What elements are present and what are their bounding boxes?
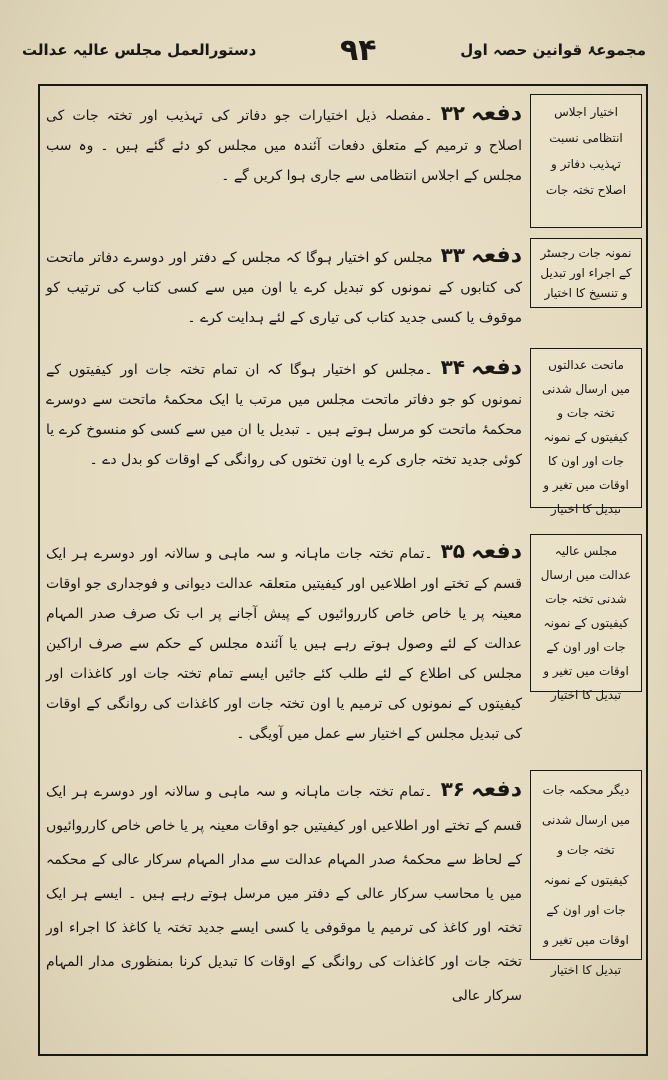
dafa-label: دفعہ	[470, 539, 522, 564]
side-note-35: مجلس عالیہ عدالت میں ارسال شدنی تختہ جات کیفیتوں کے نمونہ جات اور اون کے اوقات میں تغیر و تبدیل کا اختیار	[530, 534, 642, 692]
section-32-text: ۔مفصلہ ذیل اختیارات جو دفاتر کی تہذیب اور تختہ جات کی اصلاح و ترمیم کے متعلق دفعات آئندہ میں مجلس کو دئے گئے ہیں ۔ وہ سب مجلس کے اجلاس انتظامی سے جاری ہوا کریں گے ۔	[46, 108, 522, 184]
dafa-label: دفعہ	[470, 101, 522, 126]
dafa-number: ۳۶	[440, 777, 465, 801]
dafa-number: ۳۳	[440, 243, 465, 267]
dafa-number: ۳۴	[440, 355, 465, 379]
dafa-label: دفعہ	[470, 777, 522, 802]
section-32	[40, 94, 646, 234]
side-note-33: نمونہ جات رجسٹر کے اجراء اور تبدیل و تنسیخ کا اختیار	[530, 238, 642, 308]
page-number: ۹۴	[340, 32, 377, 68]
side-note-34: ماتحت عدالتوں میں ارسال شدنی تختہ جات و کیفیتوں کے نمونہ جات اور اون کا اوقات میں تغیر و تبدیل کا اختیار	[530, 348, 642, 508]
section-36-body	[46, 772, 522, 1048]
dafa-label: دفعہ	[470, 355, 522, 380]
section-34-text: ۔مجلس کو اختیار ہوگا کہ ان تمام تختہ جات اور کیفیتوں کے نمونوں کو جو دفاتر ماتحت مجلس میں مرتب یا ایک محکمۂ ماتحت سے دوسرے محکمۂ ماتحت کو مرسل ہوتے ہیں ۔ تبدیل یا ان میں سے کسی کو منسوخ کرے یا کوئی جدید تختہ جاری کرے یا اون تختوں کی روانگی کے اوقات کو بدل دے ۔	[46, 362, 522, 468]
side-note-32: اختیار اجلاس انتظامی نسبت تہذیب دفاتر و اصلاح تختہ جات	[530, 94, 642, 228]
running-header	[22, 30, 646, 70]
section-35-body	[46, 536, 522, 742]
dafa-number: ۳۲	[440, 101, 465, 125]
header-chapter-title: دستورالعمل مجلس عالیہ عدالت	[22, 41, 257, 59]
content-frame	[38, 84, 648, 1056]
section-35-text: ۔تمام تختہ جات ماہانہ و سہ ماہی و سالانہ اور دوسرے ہر ایک قسم کے تختے اور اطلاعیں اور کیفیتیں متعلقہ عدالت دیوانی و فوجداری جو اوقات معینہ پر یا خاص خاص کارروائیوں کے پیش آجانے پر اب تک صرف صدر المہام عدالت کے لئے وصول ہوتے رہے ہیں یا آئندہ مجلس کے حکم سے صرف اراکین مجلس کی اطلاع کے لئے طلب کئے جائیں ایسے تمام تختہ جات اور کاغذات اور کیفیتوں کے نمونوں کی ترمیم یا اون تختہ جات اور کاغذات کی روانگی کے اوقات کی تبدیل مجلس کے اختیار سے عمل میں آویگی ۔	[46, 546, 522, 742]
header-book-title: مجموعۂ قوانین حصہ اول	[460, 41, 646, 59]
dafa-number: ۳۵	[440, 539, 465, 563]
section-34-body	[46, 352, 522, 528]
section-36	[40, 770, 646, 1050]
section-35	[40, 534, 646, 762]
section-32-body	[46, 98, 522, 228]
section-33-text: مجلس کو اختیار ہوگا کہ مجلس کے دفتر اور دوسرے دفاتر ماتحت کی کتابوں کے نمونوں کو تبدیل کرے یا اون میں سے کسی کتاب کی ترتیب کو موقوف یا کسی جدید کتاب کی تیاری کے لئے ہدایت کرے ۔	[46, 250, 522, 326]
side-note-36: دیگر محکمہ جات میں ارسال شدنی تختہ جات و کیفیتوں کے نمونہ جات اور اون کے اوقات میں تغیر و تبدیل کا اختیار	[530, 770, 642, 960]
dafa-label: دفعہ	[470, 243, 522, 268]
section-36-text: ۔تمام تختہ جات ماہانہ و سہ ماہی و سالانہ اور دوسرے ہر ایک قسم کے تختے اور اطلاعیں اور کیفیتیں جو اوقات معینہ پر یا خاص خاص کارروائیوں کے لحاظ سے محکمۂ صدر المہام عدالت سے مدار المہام سرکار عالی کے محکمہ میں یا محاسب سرکار عالی کے دفتر میں مرسل ہوتے رہے ہیں ۔ ایسے ہر ایک تختہ اور کاغذ کی ترمیم یا موقوفی یا کسی ایسے جدید تختہ یا کاغذ کا اجراء اور تختہ جات اور کاغذات کی روانگی کے اوقات کا تبدیل کرنا بمنظوری مدار المہام سرکار عالی	[46, 784, 522, 1004]
section-34	[40, 348, 646, 528]
